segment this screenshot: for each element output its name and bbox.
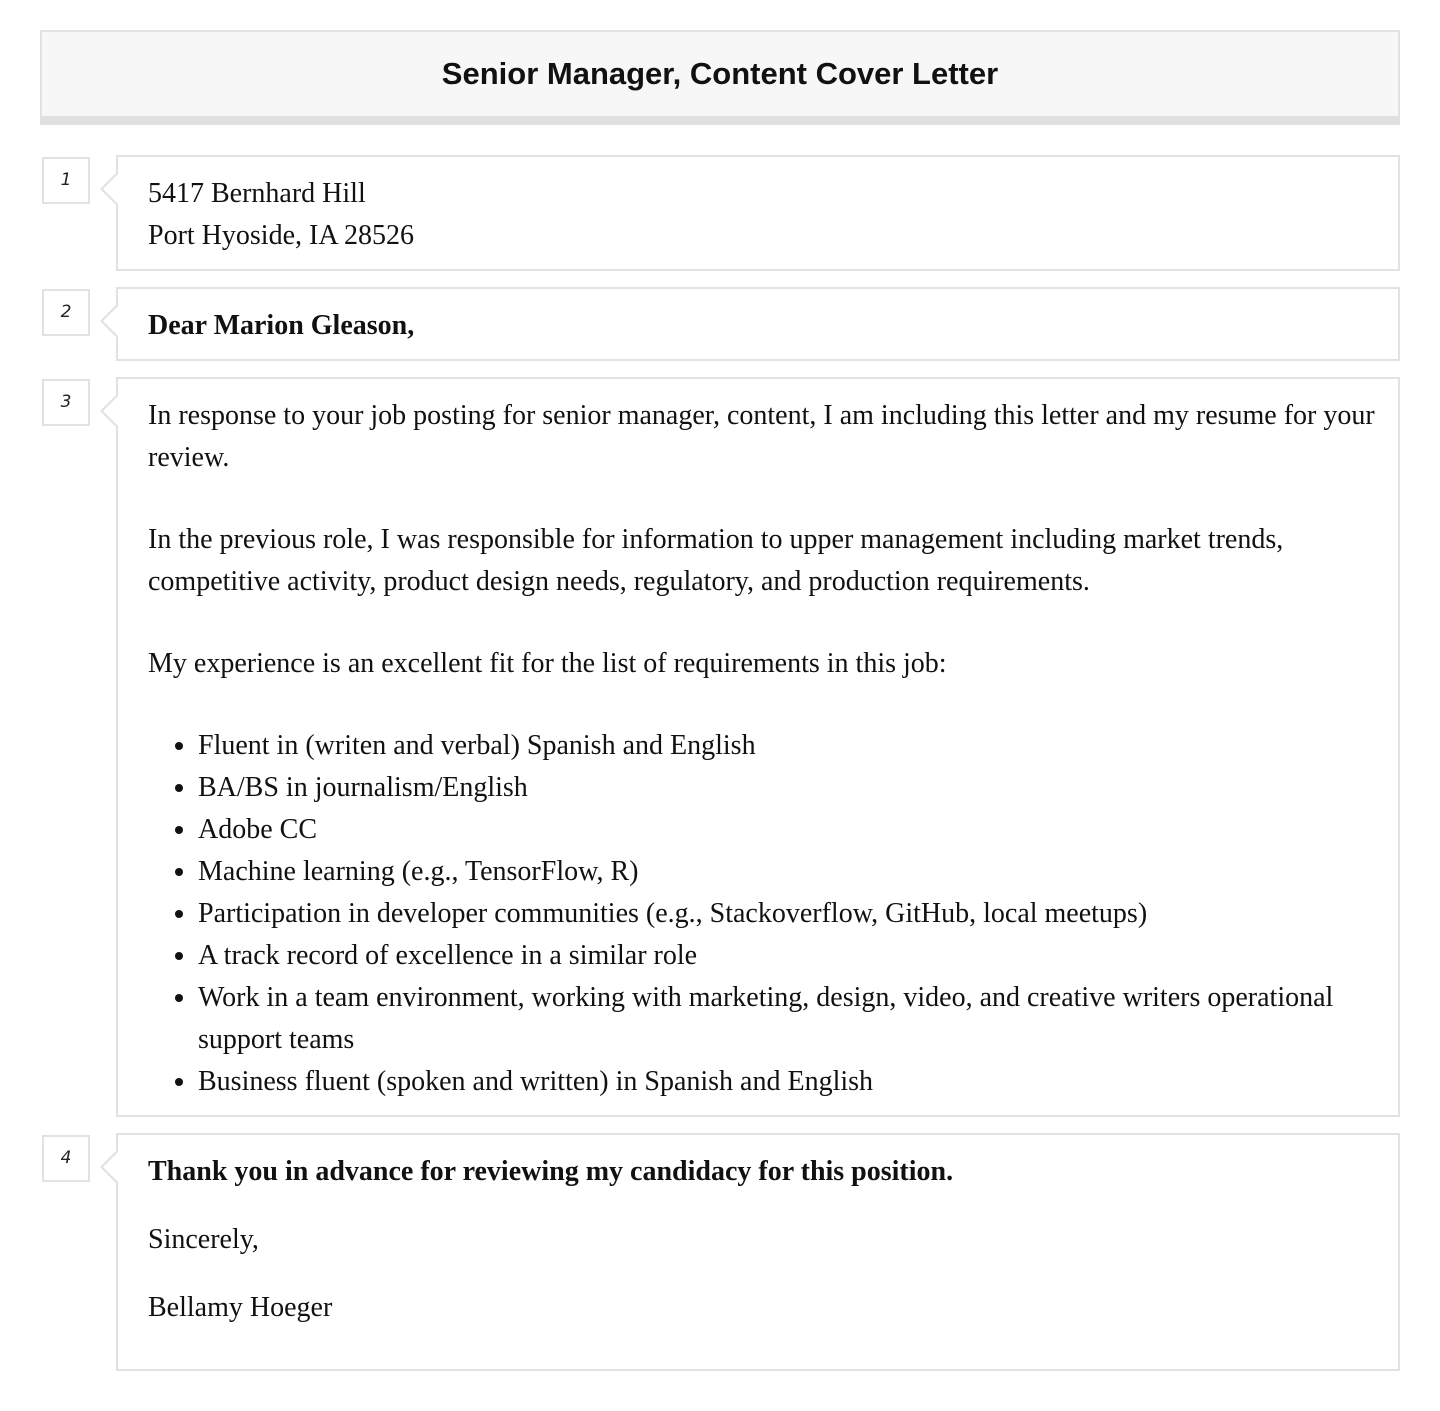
list-item: • Machine learning (e.g., TensorFlow, R) [198, 851, 1378, 893]
list-item: • Adobe CC [198, 809, 1378, 851]
closing-statement: Thank you in advance for reviewing my candidacy for this position. [148, 1156, 954, 1187]
letter-header [40, 30, 1400, 125]
body-card [116, 377, 1400, 1117]
signoff: Sincerely, [148, 1224, 259, 1255]
closing-card [116, 1133, 1400, 1371]
signature-name: Bellamy Hoeger [148, 1292, 333, 1323]
section-number-1: 1 [42, 157, 90, 204]
previous-role-paragraph: In the previous role, I was responsible for information to upper management including market trends, competitive activity, product design needs, regulatory, and production requirements. [148, 524, 1284, 597]
list-item: • Fluent in (writen and verbal) Spanish and English [198, 725, 1378, 767]
address-line-2: Port Hyoside, IA 28526 [148, 220, 414, 251]
section-number-2: 2 [42, 289, 90, 336]
salutation-card [116, 287, 1400, 361]
list-item: • Business fluent (spoken and written) in Spanish and English [198, 1061, 1378, 1103]
address-card [116, 155, 1400, 271]
list-item: • Work in a team environment, working with marketing, design, video, and creative writers operational support teams [198, 977, 1378, 1061]
list-item: • A track record of excellence in a similar role [198, 935, 1378, 977]
address-line-1: 5417 Bernhard Hill [148, 178, 366, 209]
section-number-3: 3 [42, 379, 90, 426]
list-item: • Participation in developer communities (e.g., Stackoverflow, GitHub, local meetups) [198, 893, 1378, 935]
list-item: • BA/BS in journalism/English [198, 767, 1378, 809]
fit-intro-paragraph: My experience is an excellent fit for the list of requirements in this job: [148, 648, 947, 679]
requirements-list [148, 725, 1378, 1103]
intro-paragraph: In response to your job posting for senior manager, content, I am including this letter and my resume for your review. [148, 400, 1375, 473]
salutation: Dear Marion Gleason, [148, 310, 415, 341]
section-number-4: 4 [42, 1135, 90, 1182]
page-title: Senior Manager, Content Cover Letter [441, 56, 999, 91]
